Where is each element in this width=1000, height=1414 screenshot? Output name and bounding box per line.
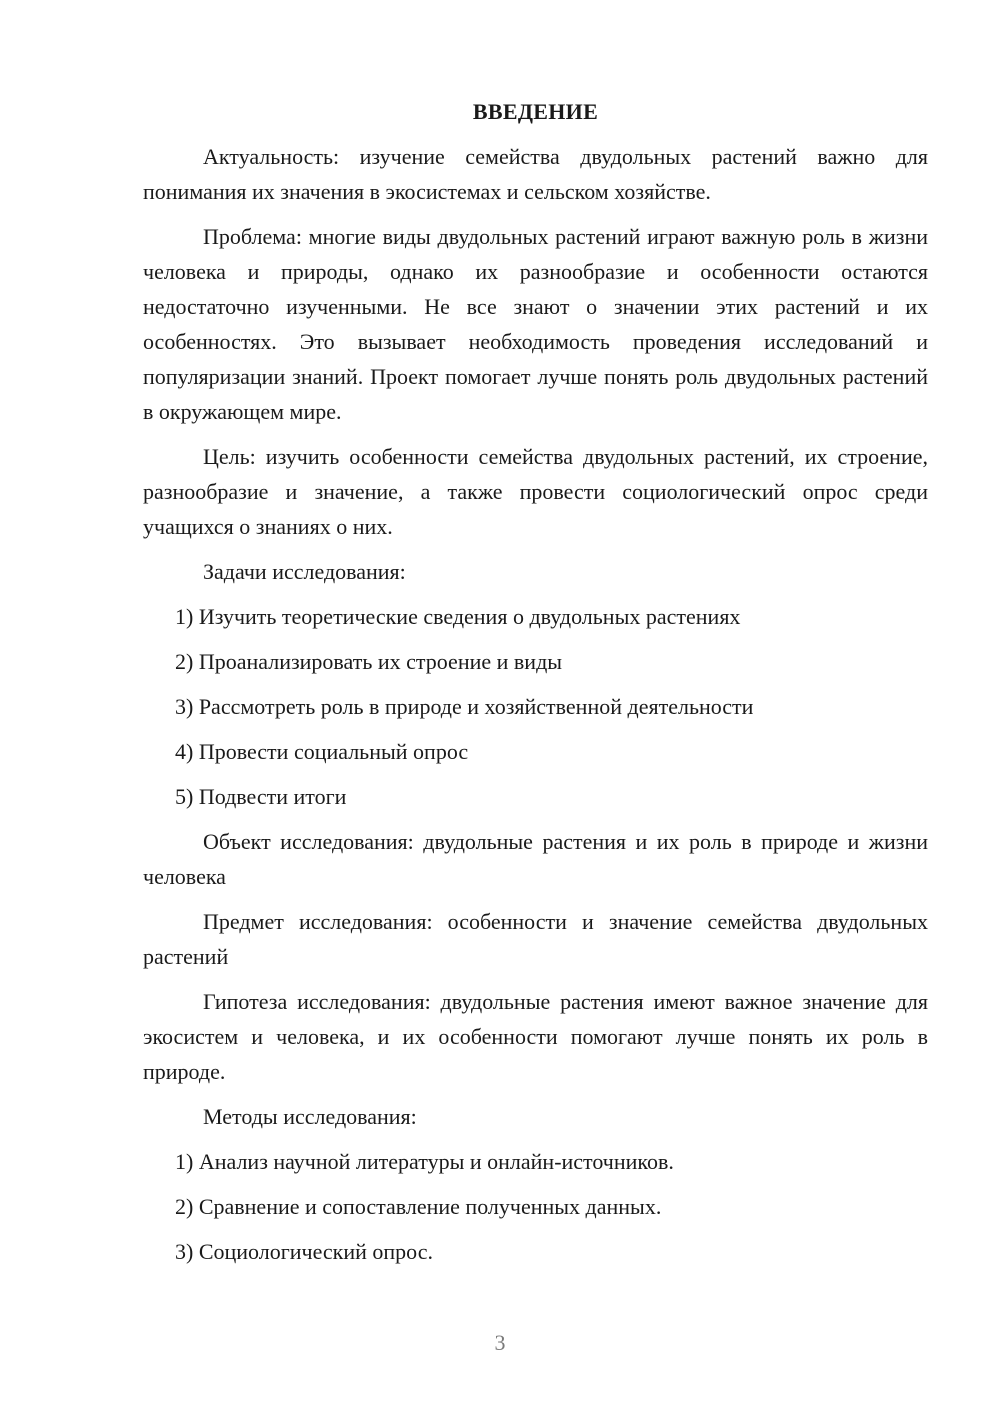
list-item: 4) Провести социальный опрос	[175, 739, 469, 764]
list-item: 1) Анализ научной литературы и онлайн-источников.	[175, 1149, 674, 1174]
methods-heading: Методы исследования:	[203, 1104, 417, 1129]
goal-paragraph: Цель: изучить особенности семейства двудольных растений, их строение, разнообразие и значение, а также провести социологический опрос среди учащихся о знаниях о них.	[143, 444, 928, 539]
list-item: 2) Проанализировать их строение и виды	[175, 649, 563, 674]
list-item: 3) Социологический опрос.	[175, 1239, 433, 1264]
methods-list	[143, 1144, 928, 1269]
page-number: 3	[494, 1330, 506, 1355]
section-title: ВВЕДЕНИЕ	[472, 99, 599, 124]
object-paragraph: Объект исследования: двудольные растения и их роль в природе и жизни человека	[143, 829, 928, 889]
list-item: 3) Рассмотреть роль в природе и хозяйственной деятельности	[175, 694, 754, 719]
list-item: 1) Изучить теоретические сведения о двудольных растениях	[175, 604, 741, 629]
hypothesis-paragraph: Гипотеза исследования: двудольные растения имеют важное значение для экосистем и человека, и их особенности помогают лучше понять их роль в природе.	[143, 989, 928, 1084]
tasks-list	[143, 599, 928, 814]
list-item: 5) Подвести итоги	[175, 784, 347, 809]
subject-paragraph: Предмет исследования: особенности и значение семейства двудольных растений	[143, 909, 928, 969]
tasks-heading: Задачи исследования:	[203, 559, 406, 584]
problem-paragraph: Проблема: многие виды двудольных растений играют важную роль в жизни человека и природы, однако их разнообразие и особенности остаются недостаточно изученными. Не все знают о значении этих растений и их особенностях. Это вызывает необходимость проведения исследований и популяризации знаний. Проект помогает лучше понять роль двудольных растений в окружающем мире.	[143, 224, 928, 424]
list-item: 2) Сравнение и сопоставление полученных данных.	[175, 1194, 662, 1219]
page-content	[143, 94, 928, 1279]
relevance-paragraph: Актуальность: изучение семейства двудольных растений важно для понимания их значения в экосистемах и сельском хозяйстве.	[143, 144, 928, 204]
